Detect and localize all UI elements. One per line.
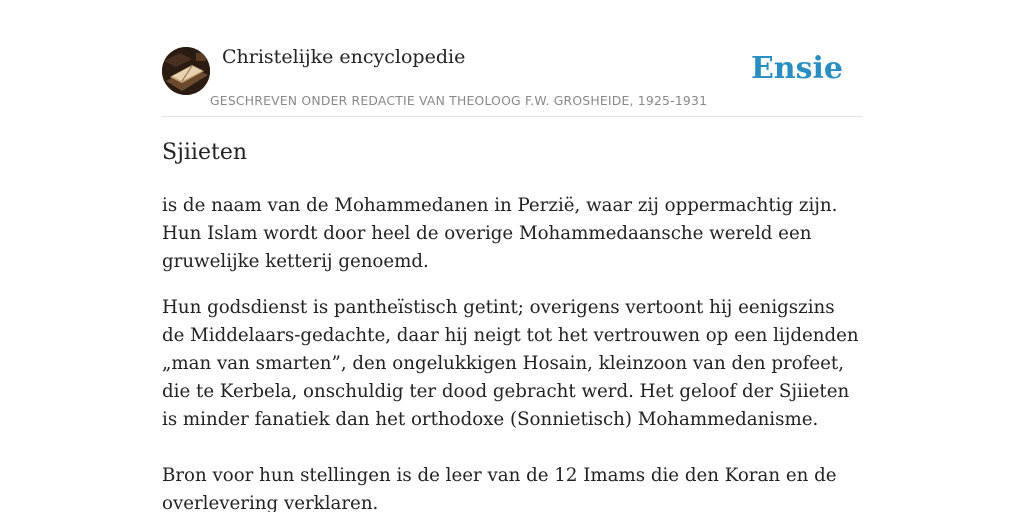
ensie-logo-link[interactable]: Ensie: [750, 51, 843, 86]
book-photo-icon: [162, 47, 210, 95]
article-body: [162, 192, 862, 512]
article-paragraph: Hun godsdienst is pantheïstisch getint; overigens vertoont hij eenigszins de Middelaars-gedachte, daar hij neigt tot het vertrouwen op een lijdenden „man van smarten”, den ongelukkigen Hosain, kleinzoon van den profeet, die te Kerbela, onschuldig ter dood gebracht werd. Het geloof der Sjiieten is minder fanatiek dan het orthodoxe (Sonnietisch) Mohammedanisme.: [162, 297, 859, 430]
site-title[interactable]: Christelijke encyclopedie: [222, 46, 466, 68]
article-title: Sjiieten: [162, 140, 248, 165]
site-header: [162, 46, 862, 117]
article-paragraph: is de naam van de Mohammedanen in Perzië, waar zij oppermachtig zijn. Hun Islam wordt door heel de overige Mohammedaansche wereld een gruwelijke ketterij genoemd.: [162, 195, 838, 272]
site-subtitle: GESCHREVEN ONDER REDACTIE VAN THEOLOOG F.W. GROSHEIDE, 1925-1931: [210, 93, 708, 108]
encyclopedia-avatar[interactable]: [162, 47, 210, 95]
article-paragraph: Bron voor hun stellingen is de leer van de 12 Imams die den Koran en de overlevering verklaren.: [162, 465, 837, 512]
